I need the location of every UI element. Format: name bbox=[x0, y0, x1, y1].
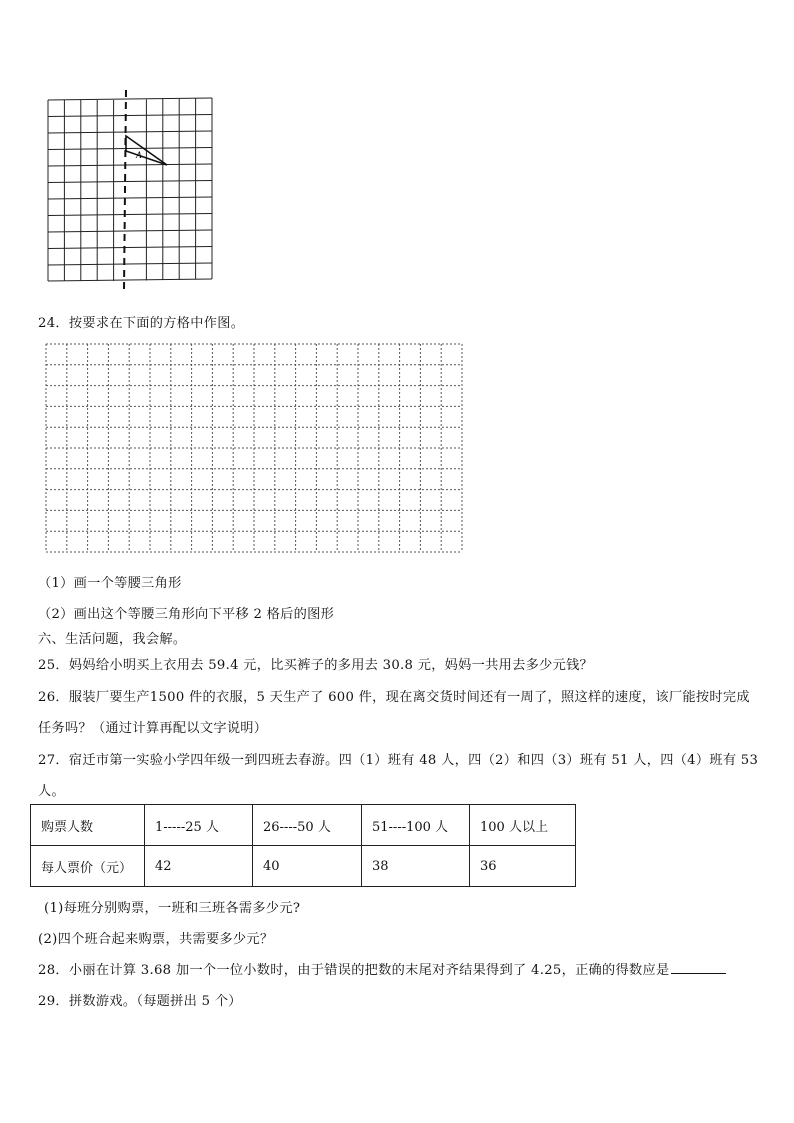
table-cell: 42 bbox=[145, 846, 253, 887]
table-cell: 1-----25 人 bbox=[145, 805, 253, 846]
question-24-part-1: （1）画一个等腰三角形 bbox=[38, 576, 182, 591]
table-cell: 38 bbox=[362, 846, 470, 887]
table-row bbox=[31, 805, 576, 846]
triangle-a-label: A bbox=[136, 150, 142, 160]
question-27-line-1: 27．宿迁市第一实验小学四年级一到四班去春游。四（1）班有 48 人，四（2）和四（3）班有 51 人，四（4）班有 53 bbox=[38, 753, 759, 768]
question-26-line-1: 26．服装厂要生产1500 件的衣服，5 天生产了 600 件，现在离交货时间还有一周了，照这样的速度，该厂能按时完成 bbox=[38, 690, 750, 705]
question-27-part-2: (2)四个班合起来购票，共需要多少元？ bbox=[38, 932, 274, 947]
table-cell: 26----50 人 bbox=[253, 805, 362, 846]
answer-blank[interactable] bbox=[671, 961, 726, 974]
dotted-drawing-grid bbox=[45, 343, 465, 555]
question-27-part-1: (1)每班分别购票，一班和三班各需多少元? bbox=[44, 901, 301, 916]
question-27-line-2: 人。 bbox=[38, 784, 65, 799]
grid-lines bbox=[48, 98, 212, 281]
table-cell: 40 bbox=[253, 846, 362, 887]
symmetry-axis bbox=[124, 90, 126, 290]
table-cell: 每人票价（元） bbox=[31, 846, 145, 887]
symmetry-grid-figure bbox=[46, 90, 221, 290]
table-row bbox=[31, 846, 576, 887]
question-28 bbox=[38, 959, 726, 978]
table-cell: 购票人数 bbox=[31, 805, 145, 846]
section-6-heading: 六、生活问题，我会解。 bbox=[38, 632, 187, 647]
question-24-part-2: （2）画出这个等腰三角形向下平移 2 格后的图形 bbox=[38, 607, 335, 622]
table-cell: 100 人以上 bbox=[470, 805, 576, 846]
question-28-text: 28．小丽在计算 3.68 加一个一位小数时，由于错误的把数的末尾对齐结果得到了 4.25，正确的得数应是 bbox=[38, 963, 670, 978]
question-29: 29．拼数游戏。（每题拼出 5 个） bbox=[38, 994, 242, 1009]
ticket-price-table bbox=[30, 804, 576, 887]
question-25: 25．妈妈给小明买上衣用去 59.4 元，比买裤子的多用去 30.8 元，妈妈一共用去多少元钱？ bbox=[38, 658, 594, 673]
table-cell: 51----100 人 bbox=[362, 805, 470, 846]
table-cell: 36 bbox=[470, 846, 576, 887]
question-24: 24．按要求在下面的方格中作图。 bbox=[38, 316, 245, 331]
question-26-line-2: 任务吗？（通过计算再配以文字说明） bbox=[38, 721, 268, 736]
